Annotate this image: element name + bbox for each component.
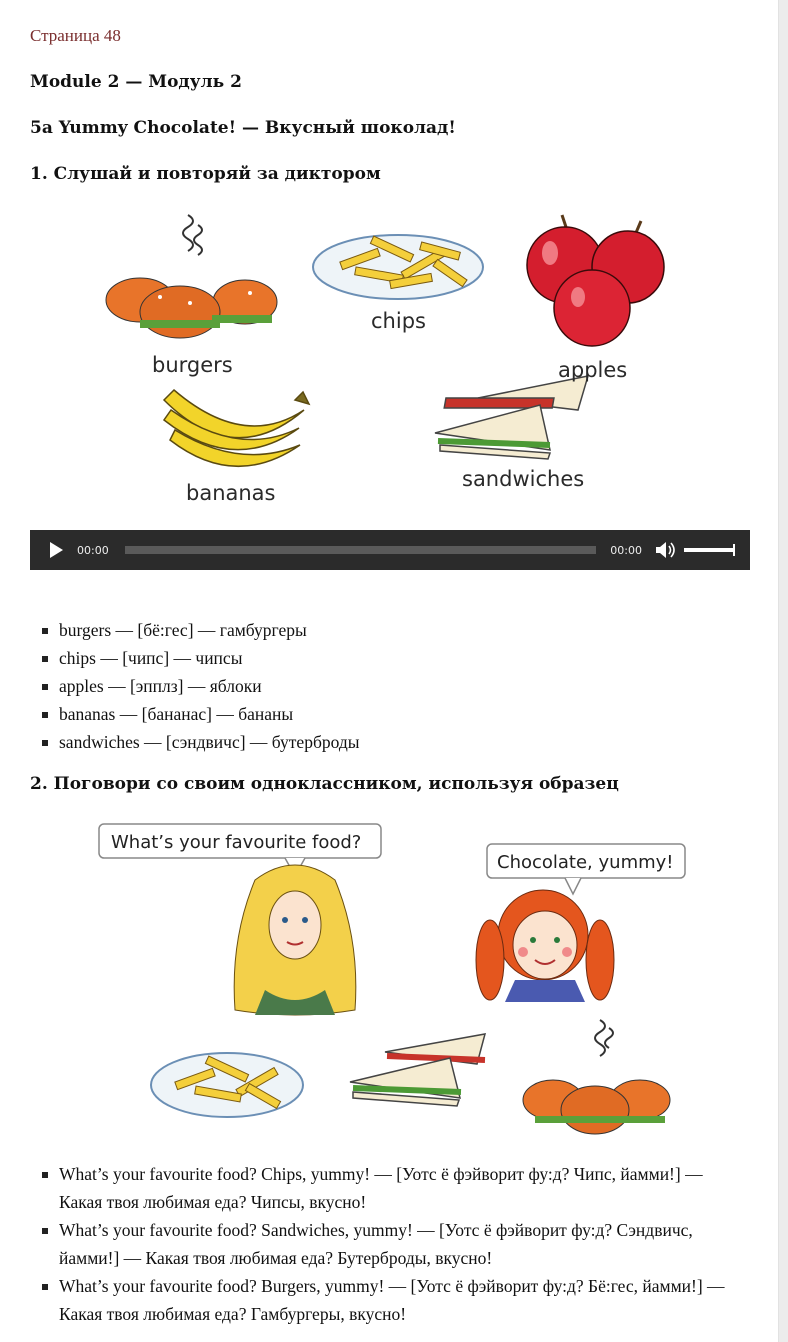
apples-picture bbox=[527, 215, 664, 346]
steam-icon bbox=[183, 215, 202, 255]
sandwiches-picture bbox=[435, 376, 588, 459]
volume-icon[interactable] bbox=[654, 540, 676, 560]
play-icon[interactable] bbox=[50, 542, 63, 558]
label-bananas: bananas bbox=[186, 481, 276, 505]
girl-redhead-picture bbox=[476, 890, 614, 1002]
label-burgers: burgers bbox=[152, 353, 233, 377]
progress-bar[interactable] bbox=[125, 546, 597, 554]
list-item: What’s your favourite food? Chips, yummy! — [Уотс ё фэйворит фу:д? Чипс, йамми!] — Какая твоя любимая еда? Чипсы, вкусно! bbox=[30, 1160, 730, 1216]
list-item: chips — [чипс] — чипсы bbox=[30, 644, 360, 672]
chips-picture bbox=[151, 1053, 303, 1117]
audio-player bbox=[30, 530, 750, 570]
speech-bubble-answer bbox=[487, 844, 685, 894]
volume-slider[interactable] bbox=[684, 548, 734, 552]
bubble-answer-text: Chocolate, yummy! bbox=[497, 852, 674, 873]
food-illustration bbox=[100, 205, 680, 510]
steam-icon bbox=[595, 1020, 613, 1056]
list-item: burgers — [бё:гес] — гамбургеры bbox=[30, 616, 360, 644]
chips-picture bbox=[313, 235, 483, 299]
girl-blonde-picture bbox=[234, 865, 356, 1015]
sandwiches-picture bbox=[350, 1034, 485, 1106]
exercise-2-title: 2. Поговори со своим одноклассником, используя образец bbox=[30, 774, 619, 794]
label-sandwiches: sandwiches bbox=[462, 467, 585, 491]
lesson-title: 5a Yummy Chocolate! — Вкусный шоколад! bbox=[30, 118, 456, 138]
dialogue-illustration bbox=[95, 820, 695, 1145]
vocabulary-list bbox=[30, 616, 360, 756]
list-item: bananas — [бананас] — бананы bbox=[30, 700, 360, 728]
module-title: Module 2 — Модуль 2 bbox=[30, 72, 242, 92]
dialog-examples-list bbox=[30, 1160, 730, 1328]
label-apples: apples bbox=[558, 358, 628, 382]
bubble-question-text: What’s your favourite food? bbox=[111, 832, 362, 853]
burgers-picture bbox=[106, 278, 277, 338]
list-item: What’s your favourite food? Sandwiches, yummy! — [Уотс ё фэйворит фу:д? Сэндвичс, йамми!] — Какая твоя любимая еда? Бутерброды, вкусно! bbox=[30, 1216, 730, 1272]
speech-bubble-question bbox=[99, 824, 381, 876]
burgers-picture bbox=[523, 1080, 670, 1134]
total-time: 00:00 bbox=[610, 543, 642, 557]
page-scrollbar[interactable] bbox=[778, 0, 788, 1342]
current-time: 00:00 bbox=[77, 543, 109, 557]
exercise-1-title: 1. Слушай и повторяй за диктором bbox=[30, 164, 381, 184]
list-item: What’s your favourite food? Burgers, yummy! — [Уотс ё фэйворит фу:д? Бё:гес, йамми!] — Какая твоя любимая еда? Гамбургеры, вкусно! bbox=[30, 1272, 730, 1328]
list-item: sandwiches — [сэндвичс] — бутерброды bbox=[30, 728, 360, 756]
label-chips: chips bbox=[371, 309, 426, 333]
list-item: apples — [эпплз] — яблоки bbox=[30, 672, 360, 700]
page-number-label: Страница 48 bbox=[30, 26, 121, 45]
bananas-picture bbox=[164, 390, 309, 466]
